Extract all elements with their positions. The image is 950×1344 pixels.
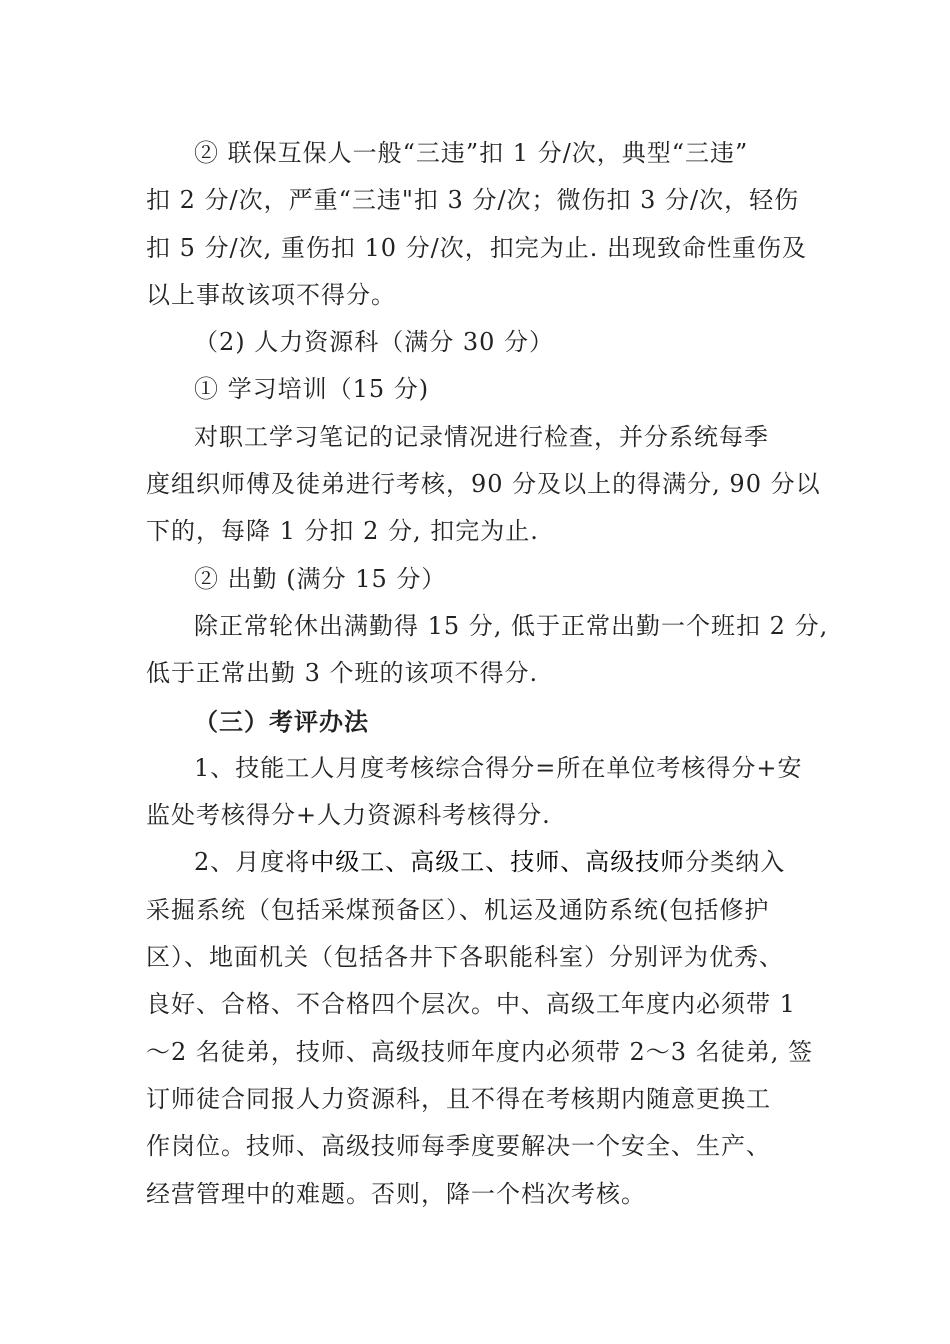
paragraph-line: 以上事故该项不得分。 <box>146 280 396 309</box>
paragraph-line: 度组织师傅及徒弟进行考核，90 分及以上的得满分, 90 分以 <box>146 470 821 499</box>
paragraph-line: 经营管理中的难题。否则，降一个档次考核。 <box>146 1179 646 1208</box>
paragraph-line: ～2 名徒弟，技师、高级技师年度内必须带 2～3 名徒弟, 签 <box>146 1037 813 1066</box>
paragraph-line: ② 联保互保人一般“三违”扣 1 分/次，典型“三违” <box>194 139 749 167</box>
section-heading: （三）考评办法 <box>194 706 369 736</box>
paragraph-line: 良好、合格、不合格四个层次。中、高级工年度内必须带 1 <box>146 990 796 1019</box>
paragraph-line: 低于正常出勤 3 个班的该项不得分. <box>146 659 539 688</box>
paragraph-line: 下的，每降 1 分扣 2 分, 扣完为止. <box>146 517 539 546</box>
subsection-heading: ① 学习培训（15 分) <box>194 375 430 404</box>
section-heading: （2) 人力资源科（满分 30 分） <box>194 328 555 357</box>
paragraph-line: 采掘系统（包括采煤预备区）、机运及通防系统(包括修护 <box>146 895 770 924</box>
paragraph-line: 订师徒合同报人力资源科，且不得在考核期内随意更换工 <box>146 1084 771 1113</box>
paragraph-line: 扣 5 分/次, 重伤扣 10 分/次，扣完为止. 出现致命性重伤及 <box>146 233 808 262</box>
paragraph-line-end: 分类纳入 <box>685 848 786 877</box>
paragraph-line <box>146 839 816 886</box>
paragraph-line: 对职工学习笔记的记录情况进行检查，并分系统每季 <box>194 422 769 451</box>
subsection-heading: ② 出勤 (满分 15 分） <box>194 564 447 593</box>
document-body <box>146 130 829 1218</box>
paragraph-line: 监处考核得分+人力资源科考核得分. <box>146 801 551 830</box>
paragraph-line: 除正常轮休出满勤得 15 分, 低于正常出勤一个班扣 2 分, <box>194 611 829 640</box>
paragraph-line: 作岗位。技师、高级技师每季度要解决一个安全、生产、 <box>146 1132 771 1161</box>
paragraph-line-start: 2、月度将 <box>194 848 311 877</box>
paragraph-line: 1、技能工人月度考核综合得分=所在单位考核得分+安 <box>194 753 803 782</box>
paragraph-line: 区）、地面机关（包括各井下各职能科室）分别评为优秀、 <box>146 943 784 972</box>
highlighted-grades: 中级工、高级工、技师、高级技师 <box>310 848 686 877</box>
paragraph-line: 扣 2 分/次，严重“三违"扣 3 分/次；微伤扣 3 分/次，轻伤 <box>146 186 800 215</box>
